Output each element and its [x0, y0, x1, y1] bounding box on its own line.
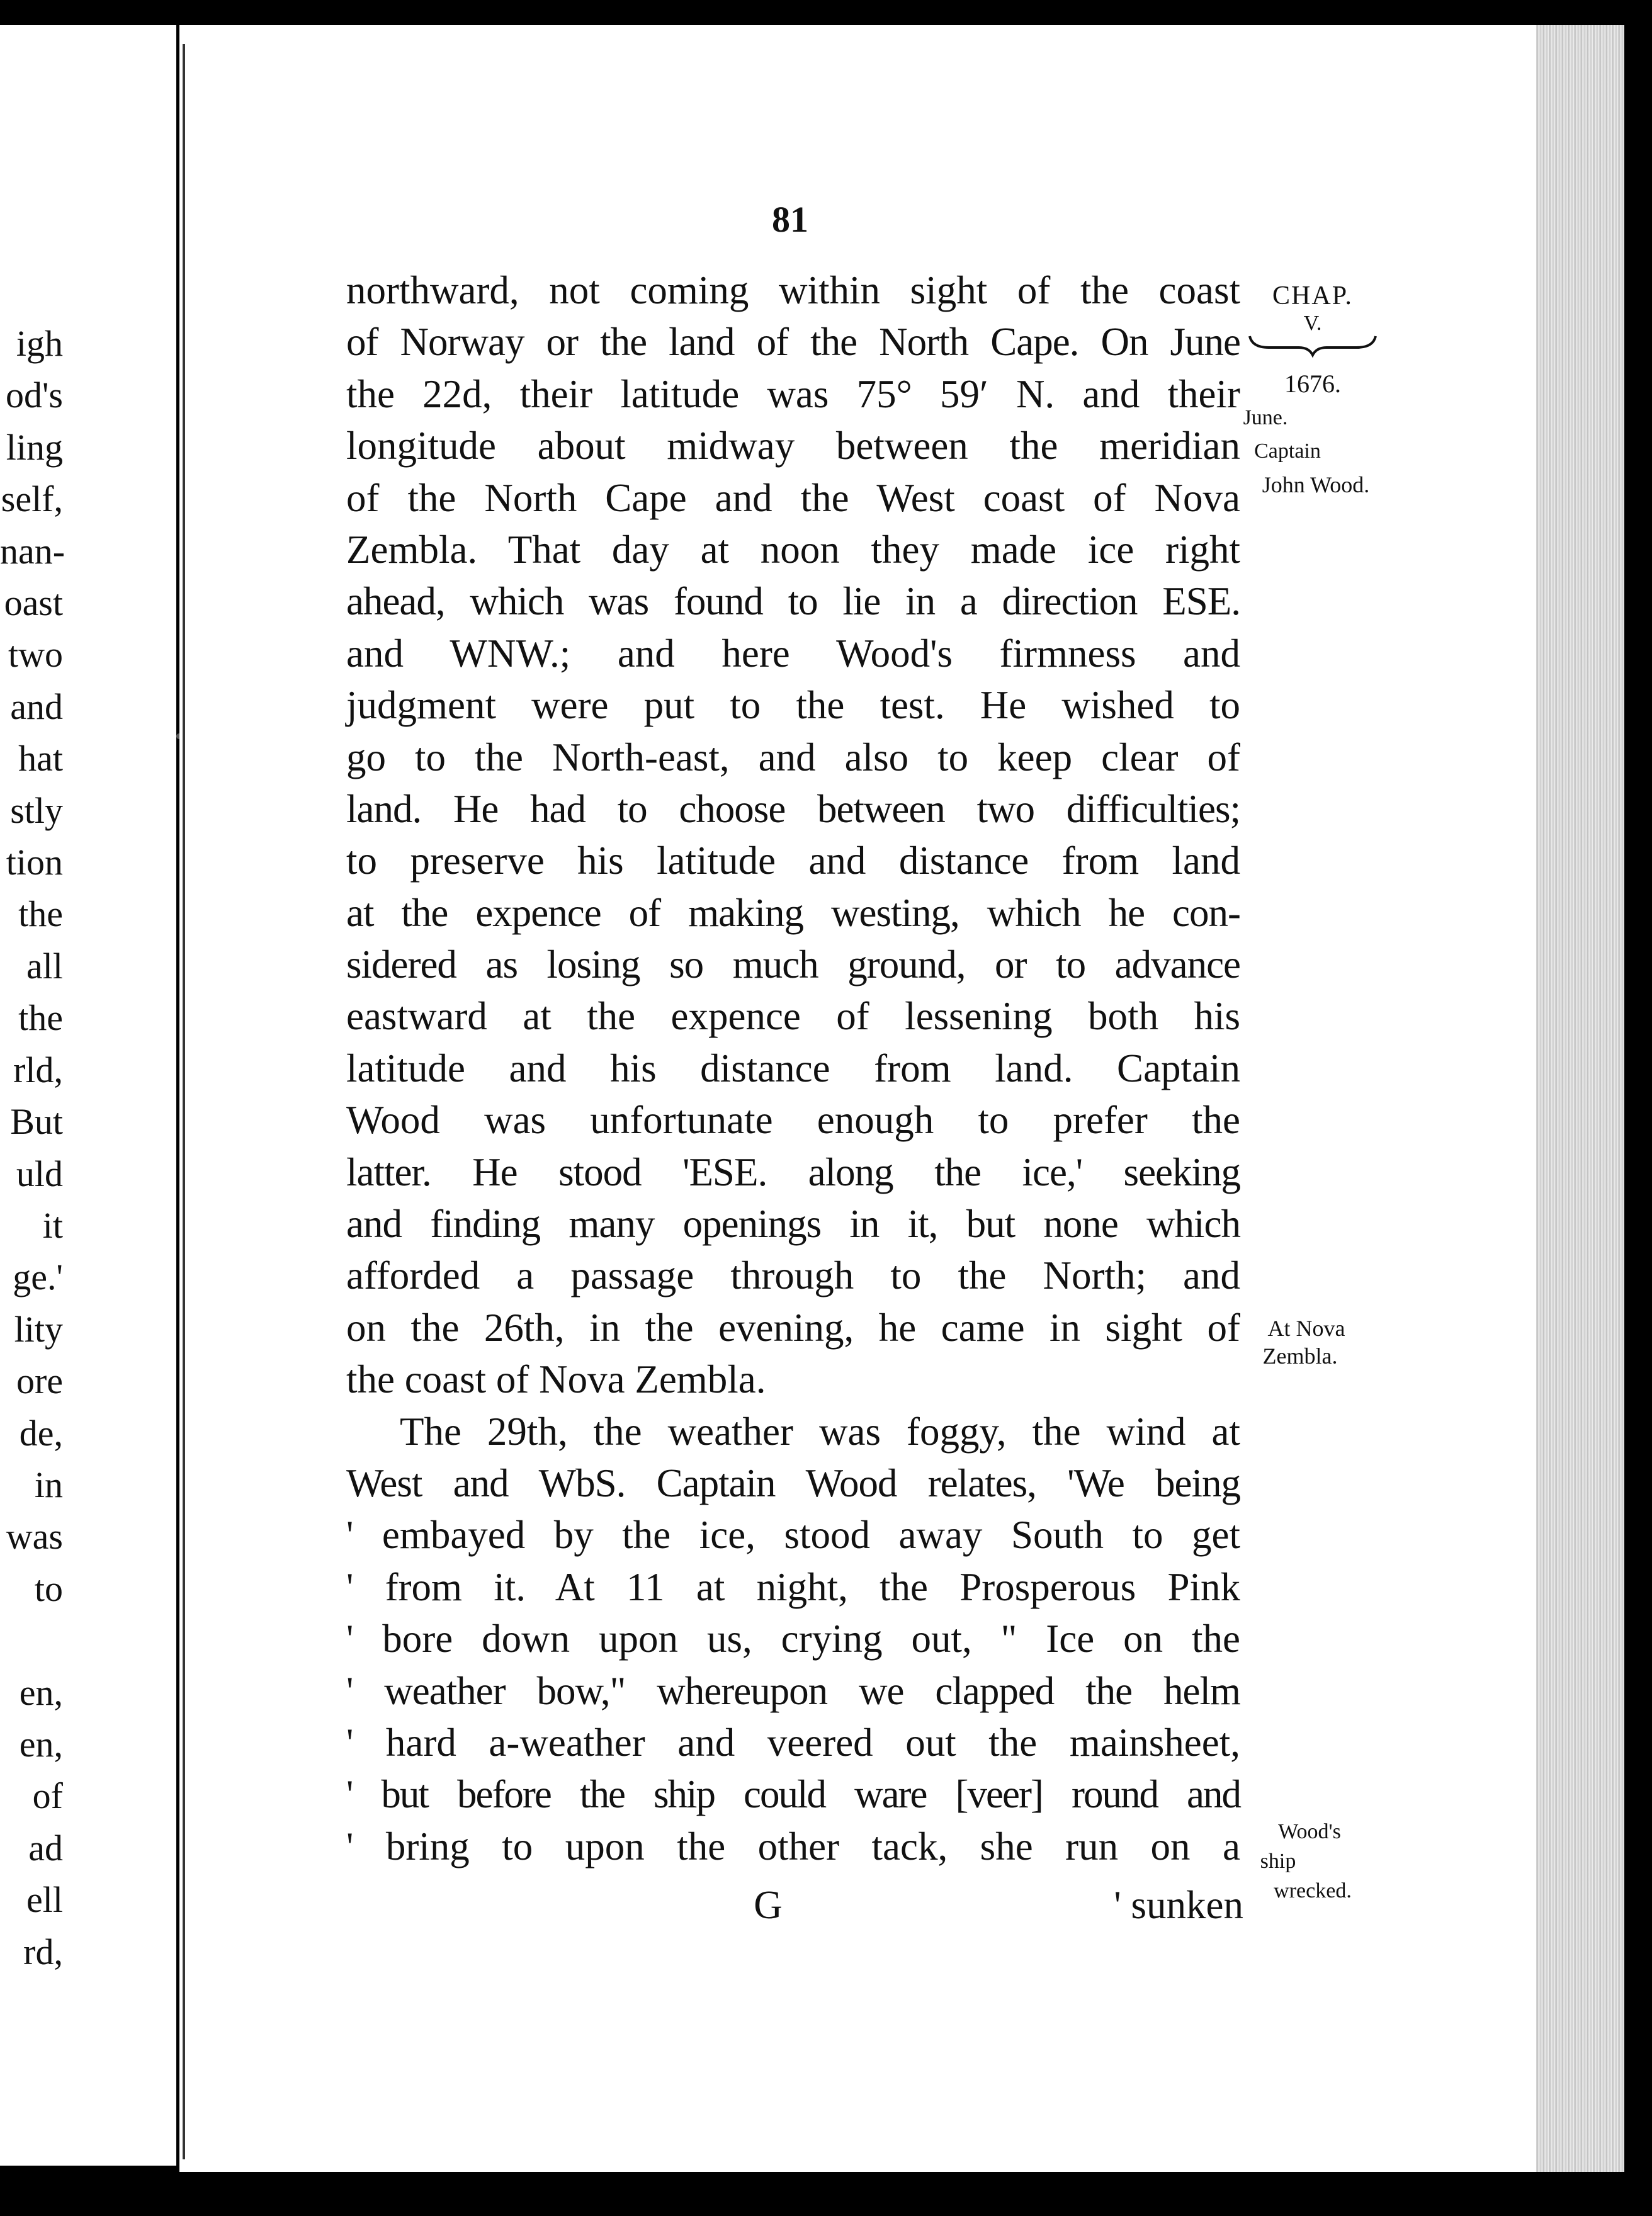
text-line: ' but before the ship could ware [veer] round and	[346, 1772, 1240, 1817]
margin-year: 1676.	[1284, 370, 1341, 398]
text-line: the 22d, their latitude was 75° 59′ N. and their	[346, 371, 1240, 416]
facing-page-line: hat	[18, 738, 63, 779]
facing-page-line: all	[26, 945, 63, 986]
text-line: and finding many openings in it, but none which	[346, 1202, 1240, 1246]
margin-captain-name: John Wood.	[1262, 472, 1370, 497]
facing-page-line: of	[32, 1775, 63, 1817]
text-line: on the 26th, in the evening, he came in sight of	[346, 1305, 1240, 1350]
facing-page-line: was	[6, 1516, 63, 1557]
text-line: of the North Cape and the West coast of Nova	[346, 475, 1240, 520]
facing-page-line	[0, 1615, 63, 1666]
facing-page-line: two	[8, 634, 63, 676]
text-line: land. He had to choose between two difficulties;	[346, 786, 1240, 831]
text-line: longitude about midway between the meridian	[346, 424, 1240, 468]
text-line: latter. He stood 'ESE. along the ice,' seeking	[346, 1150, 1240, 1194]
facing-page-line: oast	[4, 582, 63, 624]
facing-page-line: the	[18, 893, 63, 935]
facing-page-line: od's	[5, 375, 63, 416]
facing-page-line: nan-	[0, 530, 65, 572]
facing-page-line: ad	[28, 1827, 63, 1868]
facing-page-line: en,	[19, 1723, 63, 1765]
brace-icon	[1243, 332, 1382, 358]
text-line: ' weather bow," whereupon we clapped the helm	[346, 1668, 1240, 1713]
facing-page	[0, 25, 176, 2166]
margin-month: June.	[1243, 406, 1288, 429]
text-line: ahead, which was found to lie in a direction ESE.	[346, 579, 1240, 624]
facing-page-line: de,	[19, 1412, 63, 1454]
facing-page-line: ge.'	[13, 1257, 63, 1298]
margin-nova-zembla-2: Zembla.	[1262, 1343, 1338, 1369]
margin-wreck-3: wrecked.	[1274, 1879, 1352, 1902]
facing-page-line: But	[10, 1101, 63, 1143]
facing-page-line: ore	[16, 1360, 63, 1402]
text-line: the coast of Nova Zembla.	[346, 1357, 766, 1402]
text-line: go to the North-east, and also to keep clear of	[346, 735, 1240, 779]
margin-chap: CHAP.	[1272, 281, 1353, 310]
text-line: ' bring to upon the other tack, she run on a	[346, 1824, 1240, 1868]
facing-page-line: igh	[16, 323, 63, 364]
facing-page-line: ell	[26, 1879, 63, 1921]
facing-page-line: in	[34, 1464, 63, 1505]
signature-mark: G	[754, 1883, 783, 1927]
catchword: ' sunken	[1114, 1883, 1243, 1927]
margin-nova-zembla: At Nova	[1267, 1316, 1345, 1341]
text-line: West and WbS. Captain Wood relates, 'We being	[346, 1461, 1240, 1505]
facing-page-line: tion	[6, 842, 63, 883]
facing-page-text	[0, 318, 63, 1978]
margin-chap-number: V.	[1303, 312, 1322, 335]
text-line: latitude and his distance from land. Captain	[346, 1046, 1240, 1090]
text-line: ' hard a-weather and veered out the mainsheet,	[346, 1720, 1240, 1765]
text-line: at the expence of making westing, which he con-	[346, 890, 1240, 935]
facing-page-line: en,	[19, 1671, 63, 1713]
text-line: sidered as losing so much ground, or to advance	[346, 942, 1240, 987]
facing-page-line: the	[18, 997, 63, 1039]
text-line: and WNW.; and here Wood's firmness and	[346, 631, 1240, 676]
margin-wreck-1: Wood's	[1278, 1820, 1341, 1843]
facing-page-line: ling	[6, 426, 63, 468]
text-line: ' from it. At 11 at night, the Prosperous Pink	[346, 1564, 1240, 1609]
text-line: ' embayed by the ice, stood away South to get	[346, 1513, 1240, 1557]
facing-page-line: self,	[1, 478, 63, 520]
text-line: Zembla. That day at noon they made ice right	[346, 527, 1240, 572]
facing-page-line: rd,	[23, 1931, 63, 1972]
facing-page-line: to	[34, 1568, 63, 1609]
facing-page-line: rld,	[13, 1049, 63, 1090]
facing-page-line: lity	[14, 1308, 63, 1350]
text-line: Wood was unfortunate enough to prefer the	[346, 1098, 1240, 1143]
text-line: eastward at the expence of lessening both his	[346, 994, 1240, 1039]
text-line: ' bore down upon us, crying out, " Ice on the	[346, 1617, 1240, 1661]
margin-captain: Captain	[1254, 439, 1321, 463]
text-line: afforded a passage through to the North; and	[346, 1253, 1240, 1298]
text-line: The 29th, the weather was foggy, the wind at	[400, 1409, 1240, 1454]
text-line: to preserve his latitude and distance from land	[346, 839, 1240, 883]
page-edges	[1536, 25, 1624, 2172]
page-number: 81	[772, 199, 808, 240]
facing-page-line: it	[42, 1204, 63, 1246]
text-line: northward, not coming within sight of the coast	[346, 268, 1240, 312]
facing-page-line: and	[10, 686, 63, 727]
margin-wreck-2: ship	[1260, 1850, 1296, 1873]
body-text	[346, 264, 1240, 1872]
facing-page-line: stly	[10, 789, 63, 831]
gutter-line	[183, 44, 185, 2159]
background-edge	[1624, 25, 1652, 2172]
facing-page-line: uld	[16, 1153, 63, 1194]
text-line: of Norway or the land of the North Cape. On June	[346, 320, 1240, 365]
text-line: judgment were put to the test. He wished to	[346, 683, 1240, 728]
